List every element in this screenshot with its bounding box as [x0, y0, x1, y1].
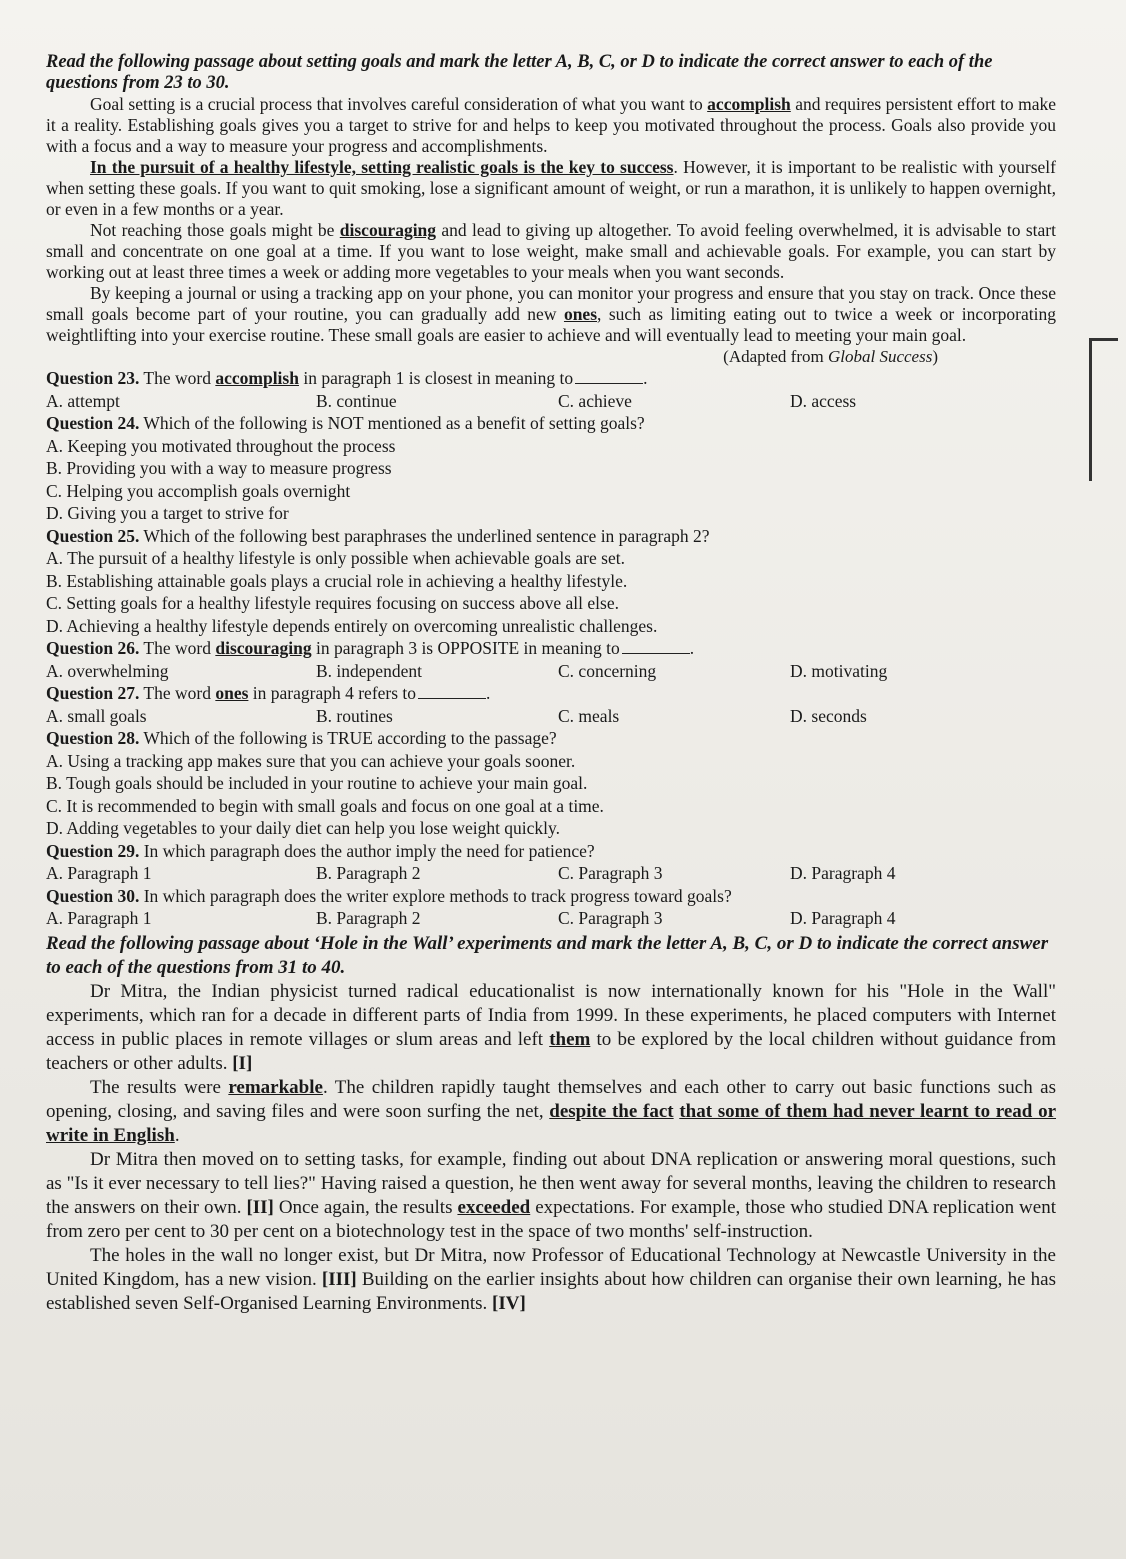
option-a: A. overwhelming — [46, 660, 169, 681]
passage1-paragraph-3: Not reaching those goals might be discouraging and lead to giving up altogether. To avoid feeling overwhelmed, it is advisable to start small and concentrate on one goal at a time. If you want to lose weight, make small and achievable goals. For example, you can start by working out at least three times a week or adding more vegetables to your meals when you want seconds. — [46, 220, 1056, 282]
option-b: B. continue — [316, 390, 397, 411]
margin-mark — [1089, 338, 1118, 481]
question-23: Question 23. The word accomplish in paragraph 1 is closest in meaning to . A. attempt B. continue C. achieve D. access — [46, 368, 857, 411]
option-a: A. Paragraph 1 — [46, 908, 152, 928]
option-c: C. meals — [558, 705, 620, 726]
option-b: B. Providing you with a way to measure progress — [46, 458, 392, 478]
question-26: Question 26. The word discouraging in paragraph 3 is OPPOSITE in meaning to . A. overwhelming B. independent C. concerning D. motivating — [46, 638, 888, 681]
option-b: B. independent — [316, 660, 422, 681]
question-30: Question 30. In which paragraph does the writer explore methods to track progress toward goals? A. Paragraph 1 B. Paragraph 2 C. Paragraph 3 D. Paragraph 4 — [46, 885, 896, 928]
option-c: C. Setting goals for a healthy lifestyle requires focusing on success above all else. — [46, 593, 619, 613]
passage1-paragraph-4: By keeping a journal or using a tracking app on your phone, you can monitor your progress and ensure that you stay on track. Once these small goals become part of your routine, you can gradually add new ones, such as limiting eating out to twice a week or incorporating weightlifting into your exercise routine. These small goals are easier to achieve and will eventually lead to meeting your main goal. — [46, 283, 1056, 345]
option-b: B. Paragraph 2 — [316, 908, 421, 928]
passage2-paragraph-1: Dr Mitra, the Indian physicist turned radical educationalist is now internationally known for his "Hole in the Wall" experiments, which ran for a decade in different parts of India from 1999. In these experiments, he placed computers with Internet access in public places in remote villages or slum areas and left them to be explored by the local children without guidance from teachers or other adults. [I] — [46, 980, 1056, 1074]
answer-blank — [622, 639, 690, 654]
option-d: D. access — [790, 390, 857, 411]
passage2-paragraph-3: Dr Mitra then moved on to setting tasks, for example, finding out about DNA replication or answering moral questions, such as "Is it ever necessary to tell lies?" Having raised a question, he then went away for several months, leaving the children to research the answers on their own. [II] Once again, the results exceeded expectations. For example, those who studied DNA replication went from zero per cent to 30 per cent on a biotechnology test in the space of two months' self-instruction. — [46, 1148, 1056, 1242]
option-b: B. Establishing attainable goals plays a crucial role in achieving a healthy lifestyle. — [46, 570, 628, 591]
option-a: A. Keeping you motivated throughout the process — [46, 435, 396, 456]
passage1-source: (Adapted from Global Success) — [723, 347, 938, 366]
passage2-paragraph-2: The results were remarkable. The children rapidly taught themselves and each other to carry out basic functions such as opening, closing, and saving files and were soon surfing the net, despite the fact that some of them had never learnt to read or write in English. — [46, 1076, 1057, 1146]
option-b: B. routines — [316, 705, 393, 726]
question-24: Question 24. Which of the following is NOT mentioned as a benefit of setting goals? A. Keeping you motivated throughout the process B. Providing you with a way to measure progress C. Helping you accomplish goals overnight D. Giving you a target to strive for — [46, 412, 1056, 525]
option-c: C. Paragraph 3 — [558, 908, 663, 928]
passage1-paragraph-2: In the pursuit of a healthy lifestyle, setting realistic goals is the key to success. However, it is important to be realistic with yourself when setting these goals. If you want to quit smoking, lose a significant amount of weight, or run a marathon, it is unlikely to happen overnight, or even in a few months or a year. — [46, 157, 1056, 219]
answer-blank — [418, 684, 486, 699]
passage2-paragraph-4: The holes in the wall no longer exist, but Dr Mitra, now Professor of Educational Technology at Newcastle University in the United Kingdom, has a new vision. [III] Building on the earlier insights about how children can organise their own learning, he has established seven Self-Organised Learning Environments. [IV] — [46, 1244, 1056, 1314]
passage1-paragraph-1: Goal setting is a crucial process that involves careful consideration of what you want to accomplish and requires persistent effort to make it a reality. Establishing goals gives you a target to strive for and helps to keep you motivated throughout the process. Goals also provide you with a focus and a way to measure your progress and accomplishments. — [46, 94, 1056, 156]
option-c: C. concerning — [558, 660, 657, 681]
question-29: Question 29. In which paragraph does the author imply the need for patience? A. Paragraph 1 B. Paragraph 2 C. Paragraph 3 D. Paragraph 4 — [46, 840, 896, 883]
option-c: C. Helping you accomplish goals overnight — [46, 480, 351, 501]
option-a: A. attempt — [46, 390, 120, 411]
option-a: A. small goals — [46, 705, 147, 726]
option-d: D. Achieving a healthy lifestyle depends entirely on overcoming unrealistic challenges. — [46, 615, 658, 636]
section2-instruction: Read the following passage about ‘Hole in the Wall’ experiments and mark the letter A, B, C, or D to indicate the correct answer to each of the questions from 31 to 40. — [46, 932, 1049, 978]
option-c: C. achieve — [558, 390, 632, 411]
option-d: D. seconds — [790, 705, 867, 726]
question-28: Question 28. Which of the following is TRUE according to the passage? A. Using a tracking app makes sure that you can achieve your goals sooner. B. Tough goals should be included in your routine to achieve your main goal. C. It is recommended to begin with small goals and focus on one goal at a time. D. Adding vegetables to your daily diet can help you lose weight quickly. — [46, 727, 1056, 840]
option-a: A. The pursuit of a healthy lifestyle is only possible when achievable goals are set. — [46, 548, 625, 568]
question-27: Question 27. The word ones in paragraph 4 refers to . A. small goals B. routines C. meals D. seconds — [46, 683, 867, 726]
question-25: Question 25. Which of the following best paraphrases the underlined sentence in paragraph 2? A. The pursuit of a healthy lifestyle is only possible when achievable goals are set. B. Establishing attainable goals plays a crucial role in achieving a healthy lifestyle. C. Setting goals for a healthy lifestyle requires focusing on success above all else. D. Achieving a healthy lifestyle depends entirely on overcoming unrealistic challenges. — [46, 525, 1056, 638]
option-d: D. motivating — [790, 660, 888, 681]
option-a: A. Using a tracking app makes sure that you can achieve your goals sooner. — [46, 750, 576, 771]
option-d: D. Paragraph 4 — [790, 908, 896, 928]
section1-instruction: Read the following passage about setting goals and mark the letter A, B, C, or D to indicate the correct answer to each of the questions from 23 to 30. — [46, 52, 993, 93]
option-b: B. Tough goals should be included in your routine to achieve your main goal. — [46, 773, 588, 793]
option-a: A. Paragraph 1 — [46, 863, 152, 883]
option-d: D. Adding vegetables to your daily diet can help you lose weight quickly. — [46, 818, 561, 838]
option-b: B. Paragraph 2 — [316, 863, 421, 883]
option-c: C. Paragraph 3 — [558, 863, 663, 883]
answer-blank — [575, 369, 643, 384]
option-d: D. Giving you a target to strive for — [46, 503, 289, 523]
option-d: D. Paragraph 4 — [790, 863, 896, 883]
option-c: C. It is recommended to begin with small goals and focus on one goal at a time. — [46, 795, 604, 816]
